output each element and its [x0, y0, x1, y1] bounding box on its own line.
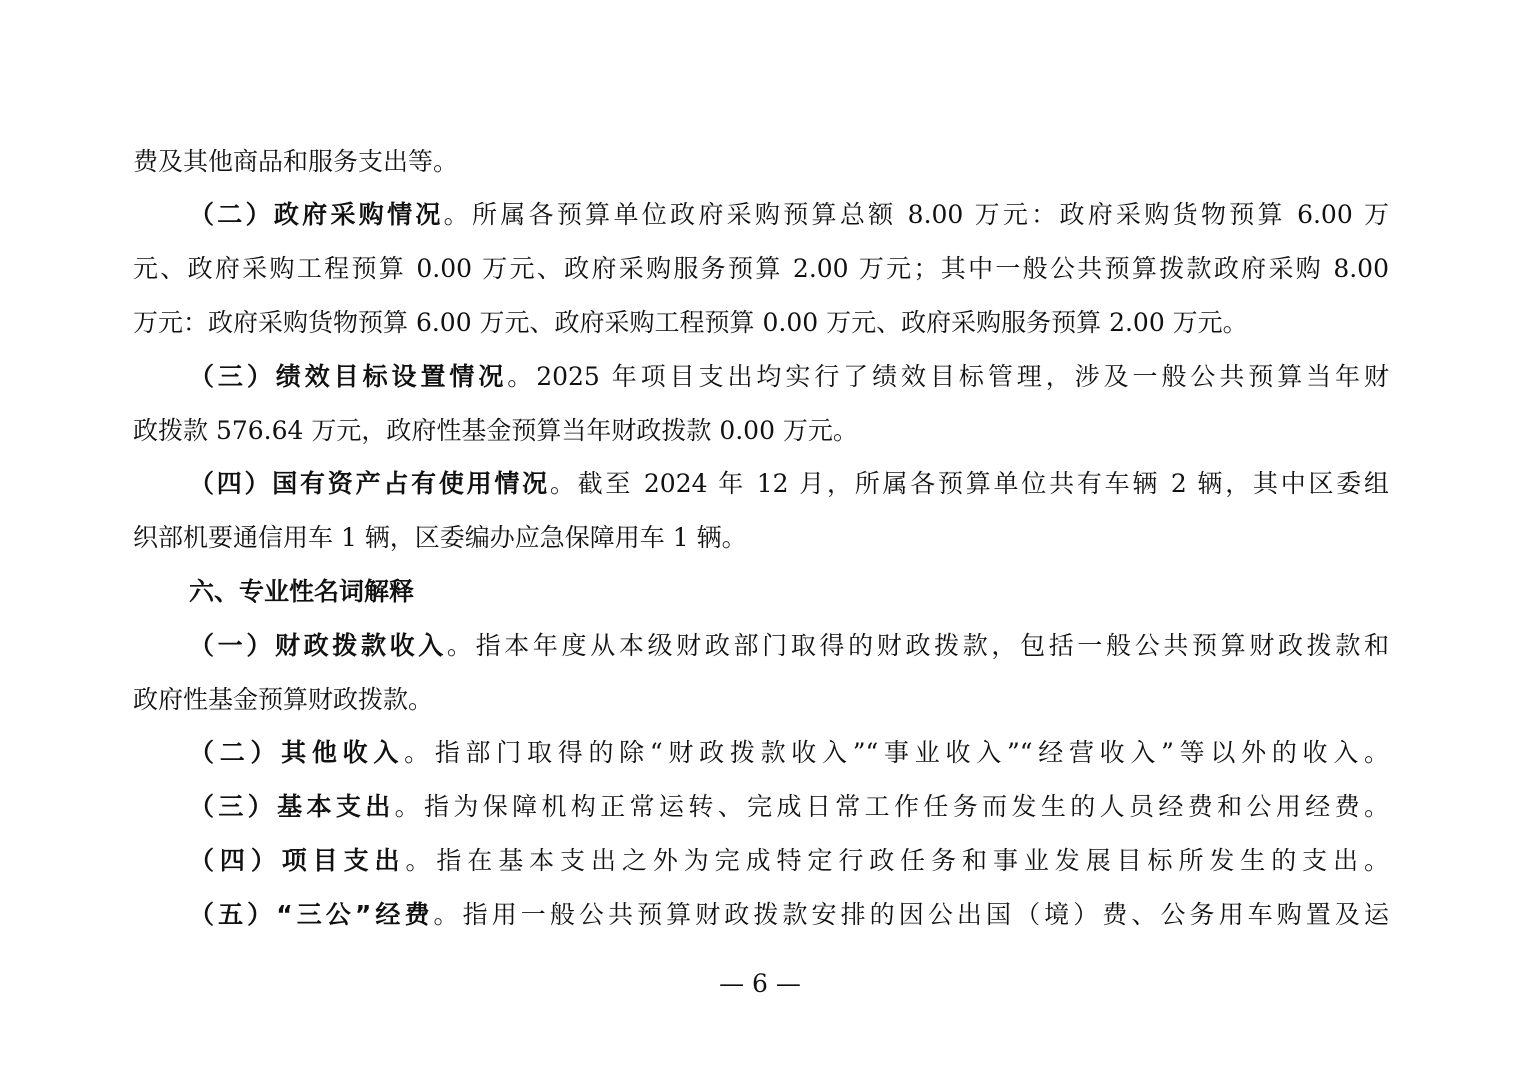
- term-three-public: （五）“三公”经费: [189, 900, 434, 929]
- text-run: 政拨款 576.64 万元，政府性基金预算当年财政拨款 0.00 万元。: [133, 416, 858, 445]
- term-project-expenditure: （四）项目支出: [189, 846, 406, 875]
- text-run: 万元：政府采购货物预算 6.00 万元、政府采购工程预算 0.00 万元、政府采购服务预算 2.00 万元。: [133, 308, 1248, 337]
- term-other-income: （二）其他收入: [189, 738, 405, 767]
- paragraph-assets: [189, 467, 1389, 501]
- paragraph-project-expenditure: [189, 844, 1389, 878]
- text-run: 。截至 2024 年 12 月，所属各预算单位共有车辆 2 辆，其中区委组: [549, 469, 1389, 498]
- text-run: 政府性基金预算财政拨款。: [133, 685, 434, 714]
- text-run: 。所属各预算单位政府采购预算总额 8.00 万元：政府采购货物预算 6.00 万: [443, 200, 1389, 229]
- term-basic-expenditure: （三）基本支出: [189, 792, 395, 821]
- page-number: — 6 —: [719, 969, 801, 998]
- paragraph-performance: [189, 360, 1389, 394]
- text-run: 。指为保障机构正常运转、完成日常工作任务而发生的人员经费和公用经费。: [394, 792, 1389, 821]
- text-run: 。指部门取得的除“财政拨款收入”“事业收入”“经营收入”等以外的收入。: [404, 738, 1389, 767]
- paragraph-three-public: [189, 898, 1389, 932]
- text-run: 织部机要通信用车 1 辆，区委编办应急保障用车 1 辆。: [133, 523, 747, 552]
- paragraph-basic-expenditure: [189, 790, 1389, 824]
- paragraph-procurement: [189, 198, 1389, 232]
- text-run: 费及其他商品和服务支出等。: [133, 147, 459, 176]
- paragraph-line: [133, 414, 1389, 448]
- paragraph-line: [133, 252, 1389, 286]
- section-heading: 六、专业性名词解释: [189, 577, 415, 606]
- text-run: 。2025 年项目支出均实行了绩效目标管理，涉及一般公共预算当年财: [507, 362, 1389, 391]
- paragraph-other-income: [189, 736, 1389, 770]
- subheading-assets: （四）国有资产占有使用情况: [189, 469, 550, 498]
- text-run: 元、政府采购工程预算 0.00 万元、政府采购服务预算 2.00 万元；其中一般公共预算拨款政府采购 8.00: [133, 254, 1389, 283]
- paragraph-fiscal-income: [189, 629, 1389, 663]
- paragraph-line: [133, 306, 1389, 340]
- subheading-performance: （三）绩效目标设置情况: [189, 362, 508, 391]
- paragraph-line: [133, 145, 1389, 179]
- term-fiscal-income: （一）财政拨款收入: [189, 631, 447, 660]
- text-run: 。指本年度从本级财政部门取得的财政拨款，包括一般公共预算财政拨款和: [446, 631, 1389, 660]
- subheading-procurement: （二）政府采购情况: [189, 200, 444, 229]
- text-run: 。指用一般公共预算财政拨款安排的因公出国（境）费、公务用车购置及运: [433, 900, 1389, 929]
- paragraph-line: [133, 683, 1389, 717]
- paragraph-line: [133, 521, 1389, 555]
- text-run: 。指在基本支出之外为完成特定行政任务和事业发展目标所发生的支出。: [405, 846, 1389, 875]
